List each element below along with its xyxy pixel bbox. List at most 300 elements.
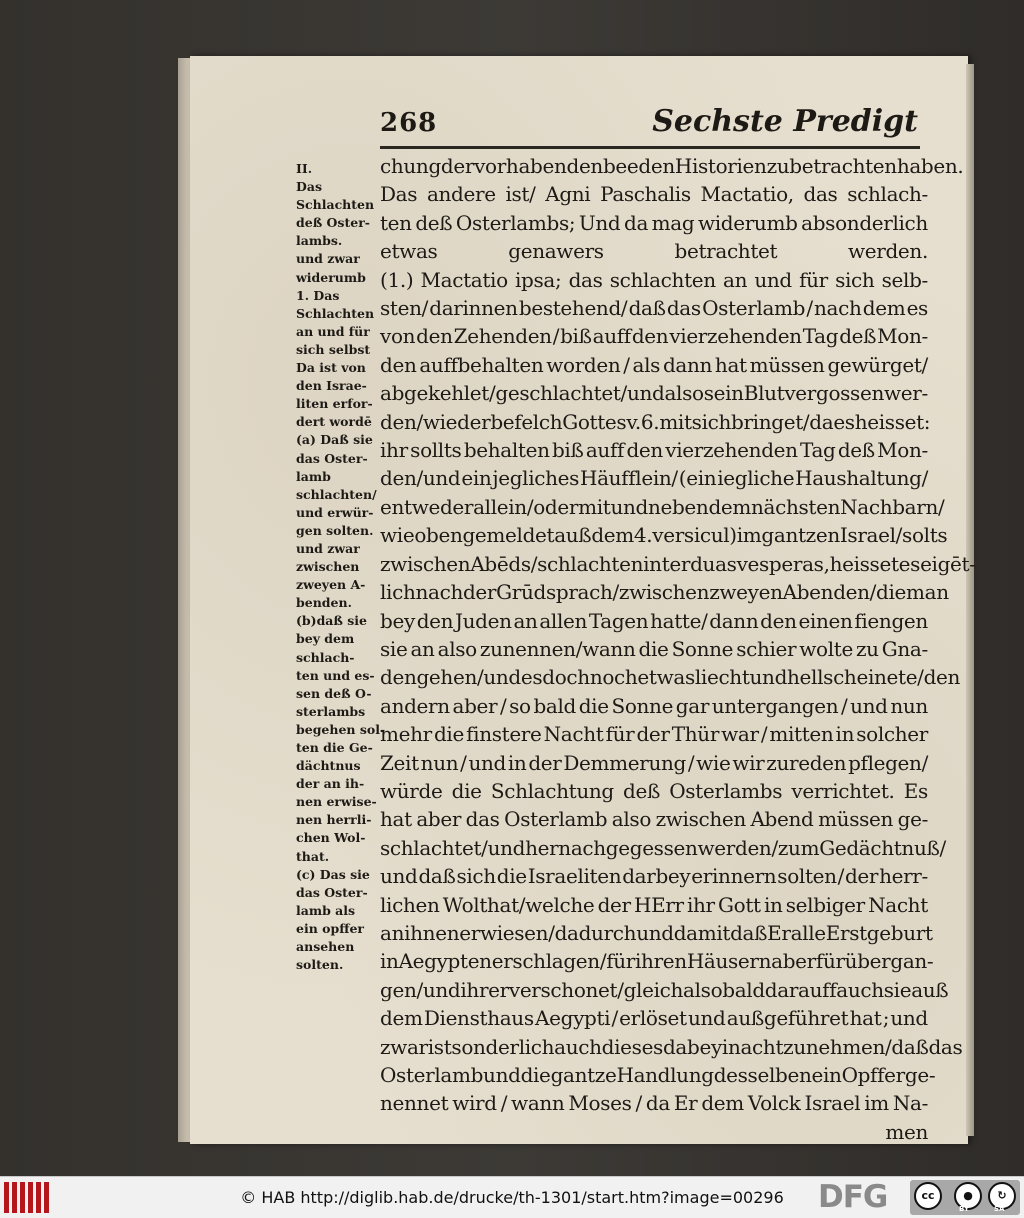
margin-note-line: nen herrli- — [296, 812, 372, 828]
word: daß — [628, 296, 666, 321]
word: Moses — [568, 1091, 632, 1116]
word: dem — [380, 1006, 423, 1031]
word: für — [605, 722, 635, 747]
word: mitten — [769, 722, 834, 747]
word: finstere — [466, 722, 542, 747]
margin-note-line: solten. — [296, 957, 344, 973]
running-title: Sechste Predigt — [652, 104, 918, 139]
word: daß — [891, 1034, 929, 1059]
word: dem — [591, 523, 634, 548]
word: / — [552, 324, 560, 349]
word: 4.versicul)im — [633, 523, 762, 548]
margin-note-line: dächtnus — [296, 758, 361, 774]
word: / — [687, 750, 695, 775]
word: werden/ — [697, 835, 778, 860]
word: abgekehlet — [380, 381, 489, 406]
head-rule — [380, 146, 920, 149]
word: den — [631, 324, 669, 349]
word: zu — [855, 636, 879, 661]
word: gemeldet — [462, 523, 555, 548]
word: werden. — [848, 239, 928, 264]
word: Nacht — [868, 892, 928, 917]
word: neben — [647, 494, 709, 519]
word: für — [799, 267, 828, 292]
word: hat — [849, 1006, 882, 1031]
word: solten — [777, 864, 837, 889]
word: mit — [659, 409, 692, 434]
margin-note-line: schlachten/ — [296, 486, 377, 502]
word: es — [833, 409, 855, 434]
word: den/und — [380, 466, 461, 491]
word: zunennen/wann — [479, 636, 636, 661]
word: widerumb — [697, 210, 798, 235]
text-line — [380, 1061, 936, 1089]
word: / — [611, 1006, 618, 1031]
word: Nachbarn/ — [840, 494, 945, 519]
word: deß — [839, 324, 877, 349]
word: Demmerung — [563, 750, 686, 775]
word: Schlachtung — [490, 778, 614, 803]
word: gar — [675, 693, 710, 718]
word: beeden — [602, 154, 675, 178]
word: und — [422, 977, 461, 1002]
word: mit — [578, 494, 611, 519]
word: ten — [380, 210, 412, 235]
word: gantzen — [761, 523, 840, 548]
text-line — [380, 237, 928, 265]
word: ge- — [904, 1063, 936, 1087]
margin-note-line: und zwar — [296, 540, 360, 556]
word: Israel — [804, 1091, 861, 1116]
word: die — [496, 864, 527, 889]
margin-notes — [296, 160, 386, 974]
word: zubetrachten — [766, 154, 897, 178]
text-line — [380, 322, 928, 350]
margin-note-line: Das — [296, 179, 322, 195]
word: v. — [626, 409, 641, 434]
word: / — [760, 722, 768, 747]
word: die — [520, 1063, 551, 1087]
word: also — [437, 636, 477, 661]
word: dem — [862, 296, 906, 321]
word: hatte/ — [650, 608, 708, 633]
margin-note-line: Schlachten — [296, 197, 375, 213]
word: Es — [903, 778, 928, 803]
margin-note-line: nen erwise- — [296, 794, 377, 810]
text-line — [380, 805, 928, 833]
word: ihrer — [460, 977, 509, 1002]
word: also — [611, 807, 652, 832]
word: bringet/da — [731, 409, 834, 434]
margin-note-line: an und für — [296, 323, 370, 339]
word: lichen — [380, 892, 440, 917]
word: wie — [696, 750, 731, 775]
word: zum — [777, 835, 820, 860]
word: den — [416, 608, 454, 633]
word: in — [763, 892, 783, 917]
word: mag — [651, 210, 695, 235]
word: / — [500, 1091, 508, 1116]
margin-note-line: sen deß O- — [296, 685, 372, 701]
text-line — [380, 464, 928, 492]
word: deß — [415, 210, 453, 235]
text-line — [380, 351, 928, 379]
word: hernach — [525, 835, 606, 860]
text-line — [380, 692, 928, 720]
text-line — [380, 1118, 928, 1146]
text-line — [380, 1004, 928, 1032]
word: dadurch — [554, 920, 637, 945]
word: selbiger — [785, 892, 865, 917]
word: es — [906, 296, 928, 321]
word: fürüber — [815, 949, 891, 974]
word: ist — [427, 1034, 452, 1059]
word: ein — [461, 466, 492, 491]
word: biß — [560, 324, 592, 349]
word: bey — [380, 608, 415, 633]
word: Das — [380, 182, 418, 207]
word: schlachtet — [380, 835, 482, 860]
word: und — [636, 920, 674, 945]
word: / — [599, 949, 607, 974]
word: daß — [418, 864, 456, 889]
word: nächsten — [751, 494, 841, 519]
word: doch — [542, 665, 590, 690]
word: Abend — [750, 807, 814, 832]
word: entweder — [380, 494, 474, 519]
word: damit — [673, 920, 731, 945]
word: zureden — [766, 750, 847, 775]
text-line — [380, 749, 928, 777]
word: und — [890, 1006, 928, 1031]
word: iegliche — [717, 466, 795, 491]
word: so — [509, 693, 531, 718]
word: auch — [554, 1034, 602, 1059]
word: Grūdsprach/zwischen — [496, 580, 710, 605]
word: vorhabenden — [474, 154, 603, 178]
word: von — [380, 324, 416, 349]
word: Zeit — [380, 750, 419, 775]
word: einen — [798, 608, 853, 633]
word: und — [610, 494, 648, 519]
word: Opffer — [841, 1063, 905, 1087]
word: und — [380, 864, 418, 889]
word: Und — [578, 210, 621, 235]
word: Osterlamb — [380, 1063, 484, 1087]
word: wann — [511, 1091, 565, 1116]
word: schier — [736, 636, 797, 661]
margin-note-line: schlach- — [296, 649, 355, 665]
text-line — [380, 891, 928, 919]
word: ihren — [635, 949, 687, 974]
margin-note-line: sich selbst — [296, 341, 371, 357]
word: den/wie — [380, 409, 458, 434]
word: sollts — [410, 438, 462, 463]
word: sie — [380, 636, 408, 661]
word: Gottes — [562, 409, 627, 434]
word: / — [481, 835, 488, 860]
word: und — [754, 267, 792, 292]
text-line — [380, 294, 928, 322]
word: sten/ — [380, 296, 429, 321]
word: erlöset — [619, 1006, 687, 1031]
word: ist/ — [505, 182, 536, 207]
word: Gedächtnuß/ — [819, 835, 946, 860]
word: und — [687, 1006, 726, 1031]
word: dem — [708, 494, 752, 519]
dfg-logo: DFG — [818, 1179, 888, 1215]
text-line — [380, 379, 928, 407]
word: aber — [452, 693, 498, 718]
margin-note-line: gen solten. — [296, 522, 374, 538]
word: dann — [662, 352, 713, 377]
word: Gott — [718, 892, 761, 917]
word: absonderlich — [801, 210, 928, 235]
word: / — [841, 693, 848, 718]
word: selb- — [881, 267, 928, 292]
word: (ein — [678, 466, 717, 491]
word: außgeführet — [726, 1006, 849, 1031]
margin-note-line: den Israe- — [296, 378, 367, 394]
word: der — [457, 409, 491, 434]
word: verrichtet. — [791, 778, 895, 803]
word: auff — [585, 438, 625, 463]
word: gantze — [550, 1063, 617, 1087]
sa-icon: ↻ — [988, 1182, 1016, 1210]
text-line — [380, 663, 961, 691]
word: darbey — [622, 864, 691, 889]
word: betrachtet — [674, 239, 778, 264]
word: und — [483, 665, 521, 690]
word: schlach- — [847, 182, 928, 207]
margin-note-line: ansehen — [296, 939, 355, 955]
word: ein — [811, 1063, 842, 1087]
word: die — [578, 693, 609, 718]
word: desselben — [713, 1063, 812, 1087]
word: auß — [911, 977, 949, 1002]
text-line — [380, 635, 928, 663]
word: lich — [380, 580, 416, 605]
word: Erstgeburt — [825, 920, 933, 945]
text-line — [380, 947, 934, 975]
word: andere — [426, 182, 496, 207]
word: ihr — [686, 892, 715, 917]
word: an — [380, 920, 405, 945]
word: Tagen — [588, 608, 649, 633]
word: deß — [837, 438, 875, 463]
word: das — [928, 1034, 963, 1059]
word: achtzunehmen/ — [740, 1034, 892, 1059]
word: die — [638, 636, 669, 661]
word: Aegypti — [535, 1006, 611, 1031]
margin-note-line: widerumb — [296, 269, 366, 285]
margin-note-line: sterlambs — [296, 703, 366, 719]
word: Er — [673, 1091, 698, 1116]
word: ihnen — [404, 920, 460, 945]
word: im — [864, 1091, 889, 1116]
license-by-label: BY — [959, 1205, 970, 1213]
margin-note-line: dert wordē — [296, 414, 372, 430]
word: gan- — [890, 949, 934, 974]
text-line — [380, 493, 945, 521]
word: wird — [452, 1091, 497, 1116]
word: nennet — [380, 1091, 449, 1116]
word: alle — [790, 920, 826, 945]
margin-note-line: Schlachten — [296, 305, 375, 321]
word: etwas — [637, 665, 695, 690]
word: schlachten — [609, 267, 716, 292]
text-line — [380, 180, 928, 208]
word: in — [380, 949, 399, 974]
word: den — [760, 608, 797, 633]
word: nun — [890, 693, 928, 718]
word: den — [416, 324, 453, 349]
body-text — [380, 152, 976, 1146]
word: Na- — [892, 1091, 928, 1116]
word: fiengen — [854, 608, 928, 633]
word: zwischen — [380, 551, 471, 576]
word: Mactatio, — [700, 182, 794, 207]
word: erwiesen — [459, 920, 549, 945]
word: bestehend/ — [518, 296, 628, 321]
word: also — [664, 381, 704, 406]
word: Israeliten — [527, 864, 622, 889]
word: Osterlamb — [702, 296, 806, 321]
word: Gna- — [881, 636, 928, 661]
word: allein — [473, 494, 527, 519]
margin-note-line: das Oster- — [296, 884, 368, 900]
margin-note-line: und erwür- — [296, 504, 374, 520]
word: die — [451, 778, 482, 803]
text-line — [380, 720, 928, 748]
word: ; — [882, 1006, 890, 1031]
word: Sonne — [611, 693, 674, 718]
text-line — [380, 550, 976, 578]
word: und — [487, 835, 526, 860]
word: Abēds/schlachten — [470, 551, 644, 576]
word: als — [632, 352, 661, 377]
viewer-footer — [0, 1176, 1024, 1218]
word: Volck — [747, 1091, 801, 1116]
page-right-edge — [966, 64, 974, 1136]
word: dieses — [601, 1034, 663, 1059]
word: noch — [589, 665, 638, 690]
text-line — [380, 834, 946, 862]
word: 6. — [640, 409, 660, 434]
word: in — [721, 1034, 741, 1059]
license-sa-label: SA — [994, 1205, 1005, 1213]
word: Häusern — [686, 949, 772, 974]
text-line — [380, 976, 949, 1004]
word: oder — [533, 494, 579, 519]
cc-icon: cc — [914, 1182, 942, 1210]
word: liecht — [694, 665, 750, 690]
word: Handlung — [616, 1063, 714, 1087]
word: Historien — [674, 154, 767, 178]
margin-note-line: lambs. — [296, 233, 343, 249]
margin-note-line: lamb als — [296, 902, 356, 918]
word: oben — [414, 523, 463, 548]
word: Osterlambs — [669, 778, 783, 803]
margin-note-line: ein opffer — [296, 920, 365, 936]
margin-note-line: zweyen A- — [296, 577, 366, 593]
word: nach — [415, 580, 463, 605]
margin-note-line: 1. Das — [296, 287, 340, 303]
word: vierzehenden — [669, 324, 802, 349]
word: der — [844, 864, 879, 889]
word: gegessen — [605, 835, 698, 860]
word: eigēt- — [920, 551, 976, 576]
word: biß — [551, 438, 584, 463]
word: heisset: — [854, 409, 931, 434]
word: / — [837, 864, 844, 889]
word: sein — [703, 381, 744, 406]
word: Osterlamb — [504, 807, 608, 832]
word: deß — [623, 778, 660, 803]
margin-note-line: das Oster- — [296, 450, 368, 466]
word: daßEr — [730, 920, 791, 945]
word: erschlagen — [491, 949, 600, 974]
margin-note-line: bey dem — [296, 631, 355, 647]
word: und — [468, 750, 506, 775]
word: vesperas, — [736, 551, 830, 576]
word: befelch — [490, 409, 563, 434]
word: Tag — [802, 324, 839, 349]
word: sich — [456, 864, 496, 889]
word: mehr — [380, 722, 432, 747]
word: chung — [380, 154, 441, 178]
word: man — [906, 580, 949, 605]
margin-note-line: (a) Daß sie — [296, 432, 373, 448]
margin-note-line: ten die Ge- — [296, 740, 373, 755]
word: die — [433, 722, 464, 747]
text-line — [380, 578, 949, 606]
word: Mon- — [877, 324, 928, 349]
margin-note-line: (c) Das sie — [296, 866, 370, 882]
word: bald — [533, 693, 576, 718]
word: darinnen — [429, 296, 518, 321]
text-line — [380, 777, 928, 805]
word: inter — [643, 551, 691, 576]
word: Tag — [800, 438, 836, 463]
margin-note-line: that. — [296, 848, 330, 864]
word: den — [380, 665, 417, 690]
margin-note-line: lamb — [296, 468, 331, 484]
word: untergangen — [711, 693, 839, 718]
word: vergossen — [784, 381, 884, 406]
word: Abenden/die — [782, 580, 907, 605]
word: aber — [771, 949, 816, 974]
word: wolte — [799, 636, 853, 661]
word: auch — [836, 977, 884, 1002]
word: / — [548, 920, 555, 945]
word: Agni — [545, 182, 591, 207]
word: gleich — [623, 977, 684, 1002]
word: dann — [709, 608, 759, 633]
cc-license-badge[interactable] — [910, 1180, 1020, 1215]
word: den — [626, 438, 663, 463]
citation-link[interactable]: © HAB http://diglib.hab.de/drucke/th-1301/start.htm?image=00296 — [240, 1188, 784, 1207]
word: geschlachtet — [495, 381, 621, 406]
word: in — [507, 750, 527, 775]
word: / — [526, 494, 534, 519]
word: gen/ — [380, 977, 423, 1002]
word: haben. — [896, 154, 964, 178]
word: scheinete/ — [823, 665, 924, 690]
margin-note-line: Da ist von — [296, 360, 366, 376]
word: allen — [539, 608, 588, 633]
word: Mactatio — [420, 267, 508, 292]
